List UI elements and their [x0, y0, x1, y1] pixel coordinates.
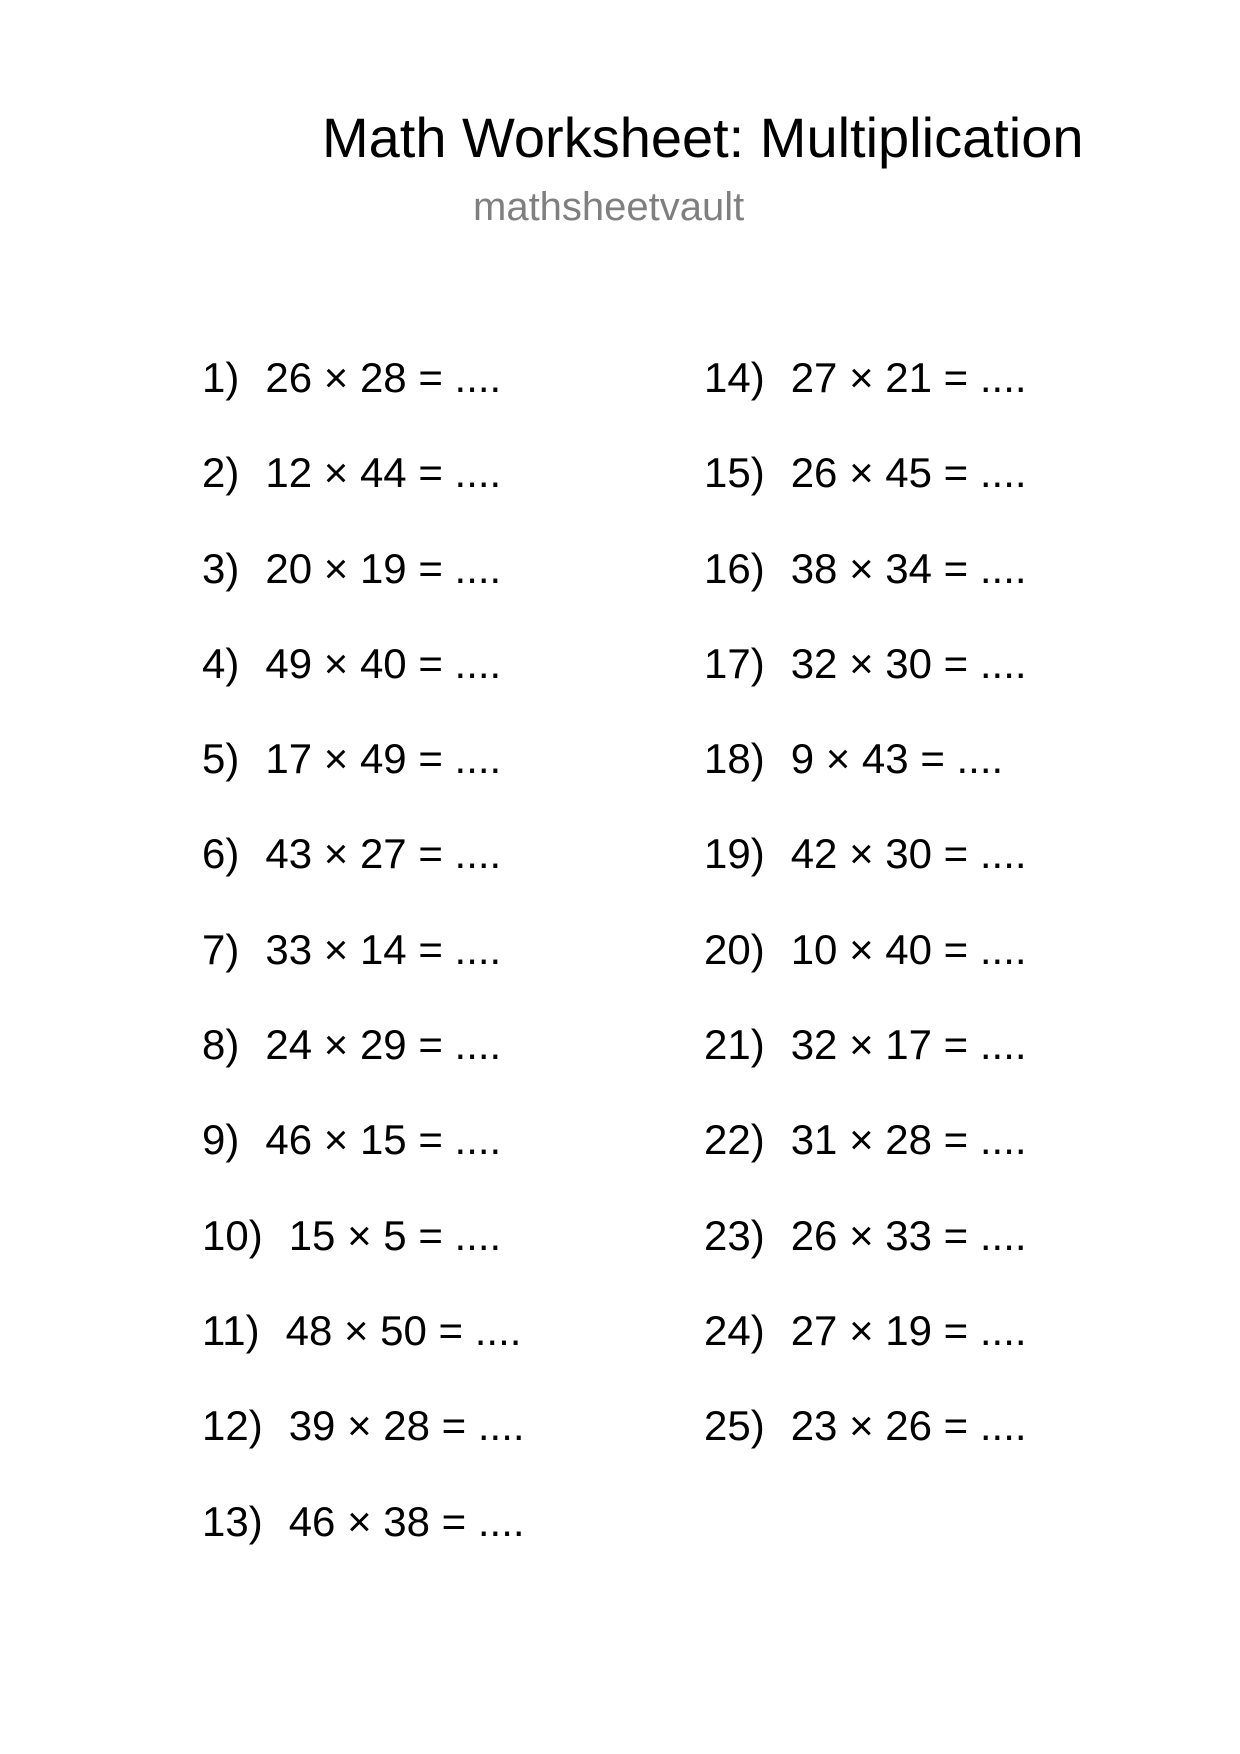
- problem-expression: 26 × 33 = ....: [790, 1211, 1027, 1259]
- problem-item: [704, 1016, 1027, 1111]
- problem-number: 4): [202, 639, 240, 687]
- problem-list-right: [704, 349, 1027, 1493]
- problem-item: [704, 1302, 1027, 1397]
- problem-number: 5): [202, 735, 240, 783]
- problem-number: 24): [704, 1306, 765, 1354]
- problem-expression: 46 × 15 = ....: [265, 1116, 502, 1164]
- problem-item: [202, 730, 525, 825]
- page-title: Math Worksheet: Multiplication: [322, 106, 1084, 169]
- problem-item: [202, 921, 525, 1016]
- problem-item: [202, 1397, 525, 1492]
- problem-number: 23): [704, 1211, 765, 1259]
- problem-number: 13): [202, 1497, 263, 1545]
- problem-number: 20): [704, 925, 765, 973]
- problem-item: [202, 825, 525, 920]
- problem-expression: 9 × 43 = ....: [790, 735, 1004, 783]
- problem-item: [704, 1397, 1027, 1492]
- problem-expression: 32 × 17 = ....: [790, 1021, 1027, 1069]
- problem-number: 8): [202, 1021, 240, 1069]
- problem-expression: 27 × 19 = ....: [790, 1306, 1027, 1354]
- problem-expression: 42 × 30 = ....: [790, 830, 1027, 878]
- problem-expression: 46 × 38 = ....: [288, 1497, 525, 1545]
- problem-item: [202, 1016, 525, 1111]
- problem-item: [202, 635, 525, 730]
- problem-number: 3): [202, 544, 240, 592]
- problem-expression: 12 × 44 = ....: [265, 449, 502, 497]
- problem-number: 25): [704, 1402, 765, 1450]
- problem-expression: 39 × 28 = ....: [288, 1402, 525, 1450]
- problem-item: [704, 1111, 1027, 1206]
- problem-number: 12): [202, 1402, 263, 1450]
- problem-item: [202, 540, 525, 635]
- problem-expression: 27 × 21 = ....: [790, 354, 1027, 401]
- problem-expression: 43 × 27 = ....: [265, 830, 502, 878]
- problem-item: [704, 730, 1027, 825]
- problem-expression: 17 × 49 = ....: [265, 735, 502, 783]
- problem-expression: 20 × 19 = ....: [265, 544, 502, 592]
- problem-expression: 15 × 5 = ....: [288, 1211, 502, 1259]
- problem-number: 16): [704, 544, 765, 592]
- problem-expression: 38 × 34 = ....: [790, 544, 1027, 592]
- problem-number: 7): [202, 925, 240, 973]
- problem-number: 1): [202, 354, 240, 401]
- problem-list-left: [202, 349, 525, 1588]
- problem-expression: 49 × 40 = ....: [265, 639, 502, 687]
- page-subtitle: mathsheetvault: [473, 185, 745, 229]
- problem-number: 21): [704, 1021, 765, 1069]
- problem-expression: 23 × 26 = ....: [790, 1402, 1027, 1450]
- problem-number: 2): [202, 449, 240, 497]
- problem-number: 17): [704, 639, 765, 687]
- problem-number: 9): [202, 1116, 240, 1164]
- problem-item: [202, 1207, 525, 1302]
- problem-item: [202, 1111, 525, 1206]
- problem-expression: 26 × 45 = ....: [790, 449, 1027, 497]
- problem-item: [704, 635, 1027, 730]
- problem-number: 18): [704, 735, 765, 783]
- problem-number: 6): [202, 830, 240, 878]
- problem-item: [202, 1493, 525, 1588]
- problem-item: [704, 444, 1027, 539]
- problem-expression: 31 × 28 = ....: [790, 1116, 1027, 1164]
- problem-number: 22): [704, 1116, 765, 1164]
- problem-item: [202, 444, 525, 539]
- problem-item: [704, 825, 1027, 920]
- problem-item: [704, 540, 1027, 635]
- problem-number: 15): [704, 449, 765, 497]
- problem-number: 19): [704, 830, 765, 878]
- problem-item: [704, 921, 1027, 1016]
- problem-expression: 10 × 40 = ....: [790, 925, 1027, 973]
- problem-number: 10): [202, 1211, 263, 1259]
- problem-number: 11): [202, 1306, 260, 1354]
- problem-expression: 32 × 30 = ....: [790, 639, 1027, 687]
- problem-item: [202, 1302, 525, 1397]
- problem-expression: 48 × 50 = ....: [285, 1306, 522, 1354]
- problem-item: [202, 349, 525, 444]
- problem-expression: 24 × 29 = ....: [265, 1021, 502, 1069]
- problem-expression: 33 × 14 = ....: [265, 925, 502, 973]
- problem-item: [704, 349, 1027, 444]
- problem-number: 14): [704, 354, 765, 401]
- problem-expression: 26 × 28 = ....: [265, 354, 502, 401]
- problem-item: [704, 1207, 1027, 1302]
